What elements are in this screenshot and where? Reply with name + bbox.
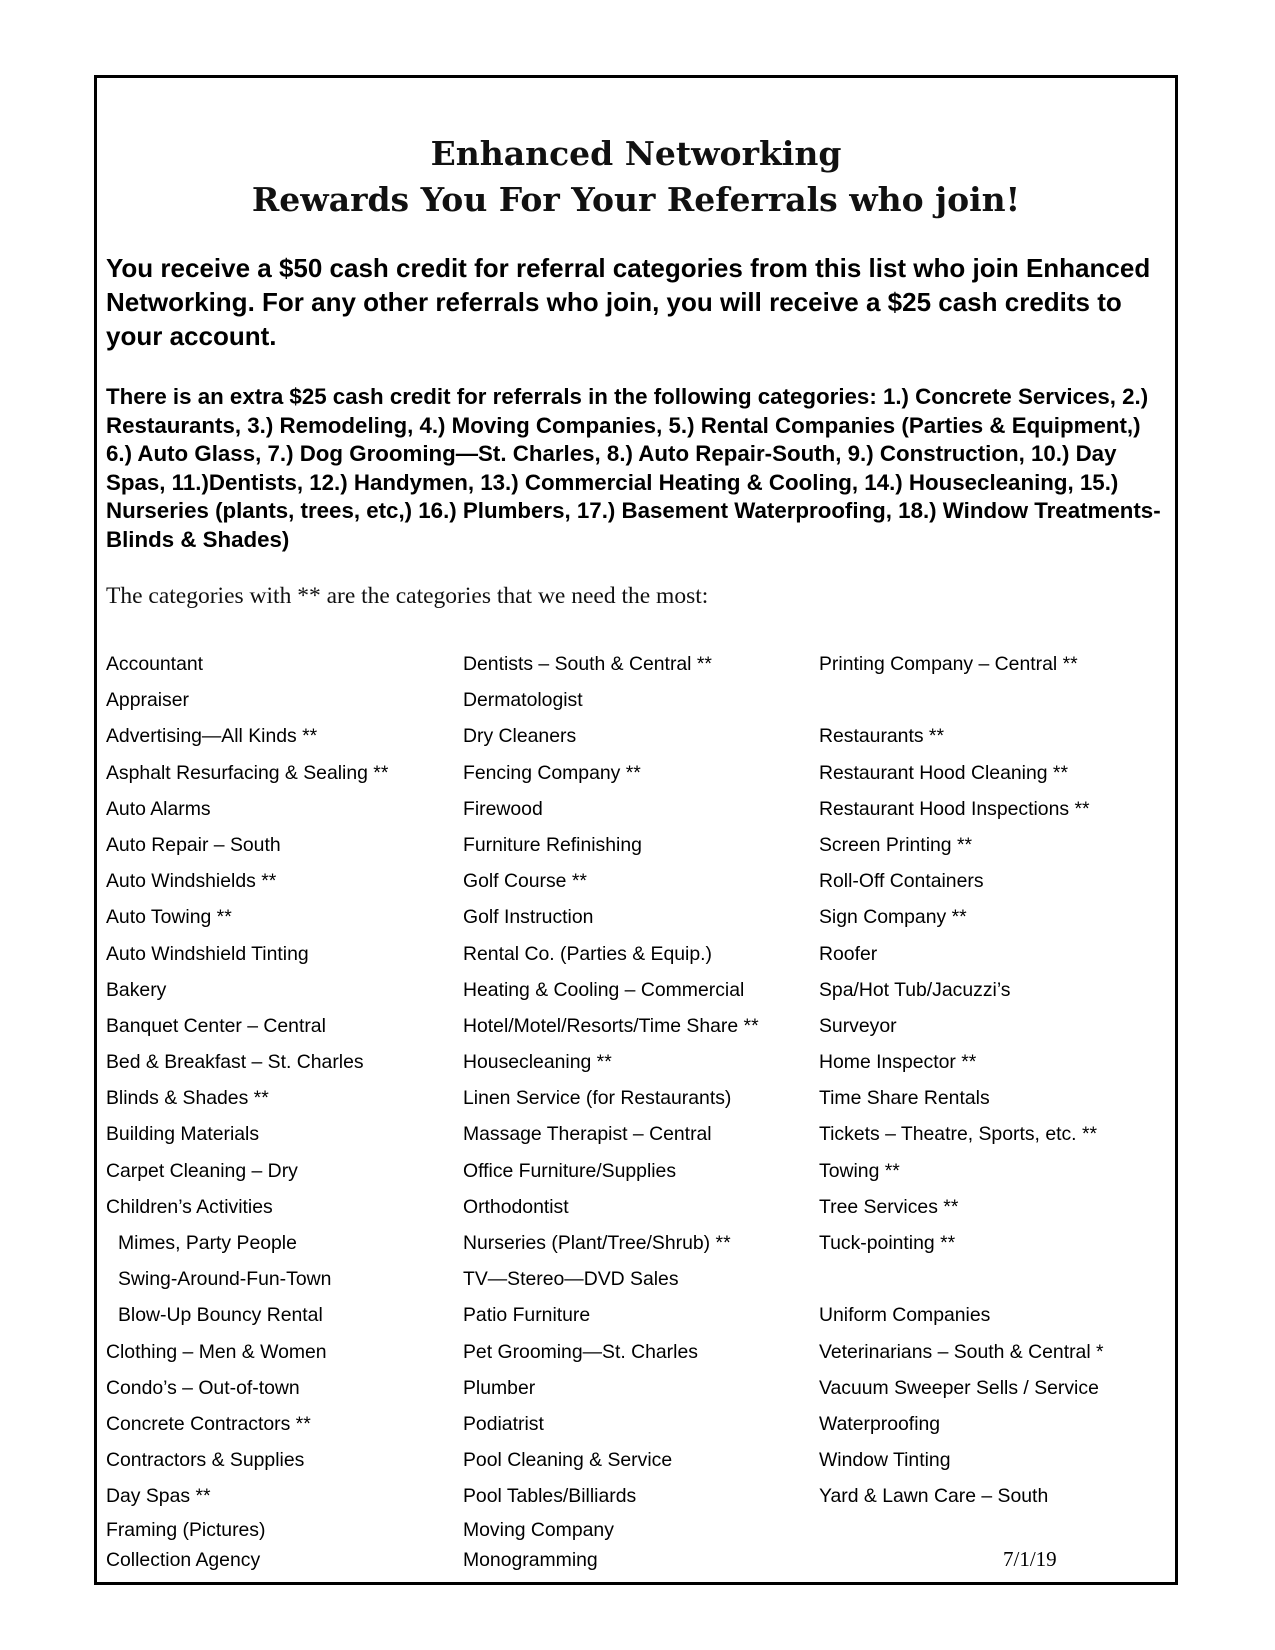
list-item: Children’s Activities [106,1195,273,1218]
revision-date: 7/1/19 [1003,1547,1057,1571]
list-item: Screen Printing ** [819,833,973,856]
list-item: Tree Services ** [819,1195,959,1218]
list-item: Vacuum Sweeper Sells / Service [819,1376,1099,1399]
list-item: Dermatologist [463,689,583,712]
list-item: Banquet Center – Central [106,1014,326,1037]
list-item: Hotel/Motel/Resorts/Time Share ** [463,1014,759,1037]
list-item: Golf Instruction [463,906,594,929]
list-item: Furniture Refinishing [463,833,642,856]
list-item: Pet Grooming—St. Charles [463,1340,698,1363]
list-item-empty [819,682,1179,718]
list-item: Carpet Cleaning – Dry [106,1159,298,1182]
list-item: Fencing Company ** [463,761,641,784]
list-item: Contractors & Supplies [106,1449,305,1472]
list-item: Clothing – Men & Women [106,1340,327,1363]
list-item: Yard & Lawn Care – South [819,1485,1049,1508]
list-item: Accountant [106,653,204,675]
list-item: Asphalt Resurfacing & Sealing ** [106,761,389,784]
list-item: Surveyor [819,1014,897,1037]
list-item: Window Tinting [819,1449,951,1472]
content-frame [94,75,1178,1585]
list-item: Veterinarians – South & Central * [819,1340,1104,1363]
category-column-2 [463,646,823,1575]
list-subitem: Mimes, Party People [118,1232,297,1254]
list-item: Dry Cleaners [463,725,577,748]
list-item: Auto Alarms [106,797,211,820]
list-item: Bed & Breakfast – St. Charles [106,1051,364,1074]
list-item: Printing Company – Central ** [819,653,1078,675]
list-item: Restaurants ** [819,725,945,748]
title-line-1: Enhanced Networking [430,134,842,173]
list-item: Concrete Contractors ** [106,1412,311,1435]
list-item: Golf Course ** [463,870,587,893]
list-item: Podiatrist [463,1412,544,1435]
list-item: Condo’s – Out-of-town [106,1376,300,1399]
list-item: Auto Windshields ** [106,870,277,893]
list-item: Restaurant Hood Inspections ** [819,797,1090,820]
list-subitem: Blow-Up Bouncy Rental [118,1304,323,1327]
list-item: Pool Tables/Billiards [463,1485,637,1508]
list-item: Housecleaning ** [463,1051,612,1074]
list-item: Appraiser [106,689,189,712]
list-item: Towing ** [819,1159,900,1182]
list-item: Day Spas ** [106,1485,211,1508]
intro-paragraph: You receive a $50 cash credit for referral categories from this list who join Enhanced Networking. For any other referrals who join, you will receive a $25 cash credits to your account. [106,253,1151,351]
list-item: Dentists – South & Central ** [463,653,712,675]
list-item: Blinds & Shades ** [106,1087,269,1110]
category-column-3 [819,646,1179,1515]
list-item: Linen Service (for Restaurants) [463,1087,732,1110]
list-item: Tuck-pointing ** [819,1232,956,1254]
list-item: Collection Agency [106,1548,261,1571]
list-item: Building Materials [106,1123,260,1146]
list-item: Roofer [819,942,878,965]
list-item: Patio Furniture [463,1304,591,1327]
list-item: Roll-Off Containers [819,870,984,893]
list-item: Time Share Rentals [819,1087,990,1110]
list-item: TV—Stereo—DVD Sales [463,1268,679,1291]
list-item: Spa/Hot Tub/Jacuzzi’s [819,978,1011,1001]
extra-credit-paragraph: There is an extra $25 cash credit for referrals in the following categories: 1.) Concrete Services, 2.) Restaurants, 3.) Remodeling, 4.) Moving Companies, 5.) Rental Companies (Parties & Equipment,) 6.) Auto Glass, 7.) Dog Grooming—St. Charles, 8.) Auto Repair-South, 9.) Construction, 10.) Day Spas, 11.)Dentists, 12.) Handymen, 13.) Commercial Heating & Cooling, 14.) Housecleaning, 15.) Nurseries (plants, trees, etc,) 16.) Plumbers, 17.) Basement Waterproofing, 18.) Window Treatments-Blinds & Shades) [106,384,1161,552]
list-item: Tickets – Theatre, Sports, etc. ** [819,1123,1098,1146]
title-line-2: Rewards You For Your Referrals who join! [251,180,1021,219]
list-item: Auto Repair – South [106,833,281,856]
list-item: Firewood [463,797,543,820]
list-item: Bakery [106,978,167,1001]
most-needed-note: The categories with ** are the categories that we need the most: [106,583,709,609]
list-item: Waterproofing [819,1412,941,1435]
list-item: Home Inspector ** [819,1051,977,1074]
list-item: Nurseries (Plant/Tree/Shrub) ** [463,1232,731,1254]
list-item: Sign Company ** [819,906,967,929]
list-item: Restaurant Hood Cleaning ** [819,761,1069,784]
list-item: Auto Towing ** [106,906,232,929]
list-item: Uniform Companies [819,1304,991,1327]
list-item: Rental Co. (Parties & Equip.) [463,942,712,965]
list-item: Heating & Cooling – Commercial [463,978,745,1001]
list-item: Plumber [463,1376,536,1399]
list-item: Massage Therapist – Central [463,1123,712,1146]
list-item: Monogramming [463,1548,598,1571]
list-item-empty [819,1261,1179,1297]
list-item: Pool Cleaning & Service [463,1449,673,1472]
list-item: Advertising—All Kinds ** [106,725,318,748]
category-column-1 [106,646,466,1575]
list-subitem: Swing-Around-Fun-Town [118,1268,332,1291]
list-item: Moving Company [463,1518,614,1541]
list-item: Orthodontist [463,1195,569,1218]
list-item: Framing (Pictures) [106,1518,266,1541]
list-item: Office Furniture/Supplies [463,1159,677,1182]
list-item: Auto Windshield Tinting [106,942,309,965]
